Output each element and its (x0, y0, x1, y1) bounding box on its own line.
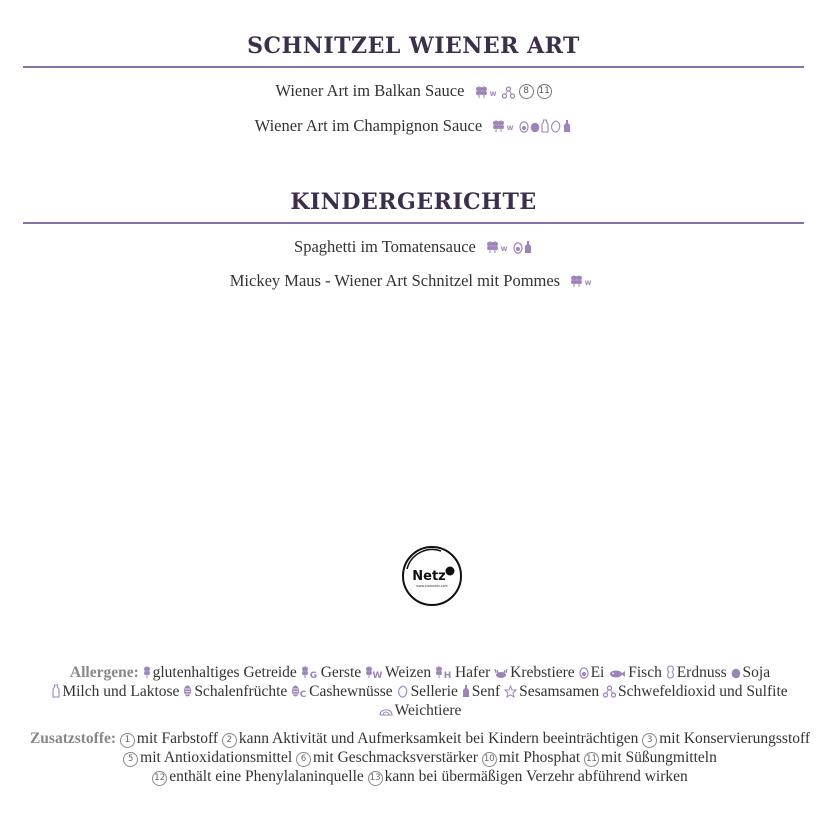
dish-name: Mickey Maus - Wiener Art Schnitzel mit Pommes (229, 271, 561, 291)
additive-legend-label: mit Phosphat (498, 749, 581, 766)
dish-name: Spaghetti im Tomatensauce (294, 237, 476, 257)
allergen-legend-label: Weizen (385, 664, 432, 681)
additive-number-badge: 1 (120, 733, 135, 748)
additive-number-badge: 5 (123, 752, 138, 767)
allergen-legend-label: Senf (471, 683, 501, 700)
additive-legend-label: kann bei übermäßigen Verzehr abführend wirken (384, 768, 688, 785)
section-kindergerichte (23, 189, 804, 291)
allergen-icons (570, 274, 597, 288)
nut-icon (183, 684, 192, 698)
wheat-icon (570, 274, 583, 288)
allergen-legend-item (608, 664, 662, 681)
dish-item (23, 80, 804, 101)
allergen-legend-label: Milch und Laktose (62, 683, 180, 700)
svg-text:C: C (299, 690, 307, 698)
allergen-legend-item (579, 664, 605, 681)
additive-legend-item (482, 749, 580, 766)
wheat-w-icon (489, 85, 501, 99)
additives-label: Zusatzstoffe: (29, 730, 117, 747)
sulfite-icon (603, 685, 616, 698)
allergens-label: Allergene: (69, 664, 139, 681)
wheat-icon (492, 119, 505, 133)
cashew-icon (291, 684, 307, 698)
allergen-icons (492, 119, 572, 133)
wheat-icon (365, 665, 383, 679)
egg-icon (513, 241, 523, 254)
additive-number-badge: 8 (519, 84, 534, 99)
dish-name: Wiener Art im Balkan Sauce (275, 81, 465, 101)
allergen-legend-item (379, 702, 462, 719)
mollusc-icon (379, 705, 393, 717)
oat-icon (435, 665, 453, 679)
milk-icon (541, 119, 549, 133)
additive-number-badge: 2 (222, 733, 237, 748)
allergen-legend-item (365, 664, 431, 681)
egg-icon (519, 120, 529, 133)
section-schnitzel (23, 33, 804, 136)
allergen-legend-item (143, 664, 297, 681)
allergen-legend-label: glutenhaltiges Getreide (152, 664, 297, 681)
wheat-w-icon (500, 240, 512, 254)
allergen-legend-item (494, 664, 575, 681)
additive-legend-item (368, 768, 688, 785)
additive-legend-item (222, 730, 638, 747)
sulfite-icon (502, 86, 515, 99)
additive-legend-label: kann Aktivität und Aufmerksamkeit bei Kindern beeinträchtigen (238, 730, 639, 747)
additive-legend-item (296, 749, 478, 766)
svg-text:W: W (489, 90, 496, 98)
svg-text:W: W (507, 125, 514, 133)
dish-item (23, 270, 804, 291)
crab-icon (494, 667, 508, 679)
additive-legend-item (123, 749, 292, 766)
mustard-icon (563, 119, 571, 133)
sesame-icon (504, 685, 517, 698)
additive-legend-label: mit Geschmacksverstärker (313, 749, 478, 766)
allergen-legend-item (504, 683, 599, 700)
additive-legend-item (120, 730, 218, 747)
wheat-icon (486, 240, 499, 254)
wheat-icon (475, 85, 488, 99)
allergen-legend-label: Schalenfrüchte (194, 683, 288, 700)
section-title: KINDERGERICHTE (23, 189, 804, 224)
additive-legend-label: enthält eine Phenylalaninquelle (169, 768, 364, 785)
additive-legend-label: mit Antioxidationsmittel (140, 749, 293, 766)
wheat-w-icon (584, 274, 596, 288)
allergen-legend-label: Fisch (628, 664, 662, 681)
additive-legend-label: mit Konservierungsstoff (659, 730, 811, 747)
allergen-legend-item (731, 664, 771, 681)
allergen-icons (475, 84, 552, 99)
soy-icon (731, 667, 741, 679)
allergen-legend-label: Sesamsamen (519, 683, 600, 700)
svg-text:W: W (584, 280, 592, 288)
svg-text:W: W (500, 246, 508, 254)
allergen-legend-label: Gerste (320, 664, 362, 681)
celery-icon (550, 120, 562, 133)
allergen-legend-item (301, 664, 361, 681)
additive-legend-label: mit Farbstoff (136, 730, 219, 747)
dish-name: Wiener Art im Champignon Sauce (254, 116, 483, 136)
allergen-legend-item (291, 683, 393, 700)
additive-number-badge: 11 (584, 752, 599, 767)
additive-legend-label: mit Süßungmitteln (601, 749, 717, 766)
mustard-icon (524, 240, 532, 254)
additives-legend (20, 729, 820, 786)
allergen-legend-label: Erdnuss (676, 664, 727, 681)
additive-number-badge: 3 (642, 733, 657, 748)
dish-item (23, 115, 804, 136)
allergen-legend-label: Soja (742, 664, 771, 681)
additive-number-badge: 10 (482, 752, 497, 767)
allergen-legend-item (52, 683, 179, 700)
allergen-legend-label: Schwefeldioxid und Sulfite (618, 683, 788, 700)
svg-text:H: H (443, 671, 452, 679)
mustard-icon (462, 684, 470, 698)
allergen-legend-label: Sellerie (410, 683, 458, 700)
peanut-icon (666, 665, 675, 679)
additive-legend-item (642, 730, 810, 747)
section-title: SCHNITZEL WIENER ART (23, 33, 804, 68)
allergen-legend-label: Krebstiere (510, 664, 575, 681)
wheat-w-icon (506, 119, 518, 133)
fish-icon (608, 669, 626, 679)
allergen-legend (20, 663, 820, 720)
celery-icon (397, 685, 409, 698)
allergen-legend-item (462, 683, 500, 700)
allergen-legend-item (666, 664, 727, 681)
additive-legend-item (584, 749, 717, 766)
additive-legend-item (152, 768, 364, 785)
dish-item (23, 236, 804, 257)
allergen-legend-label: Cashewnüsse (309, 683, 393, 700)
milk-icon (52, 684, 60, 698)
allergen-legend-item (603, 683, 788, 700)
allergen-legend-item (397, 683, 458, 700)
svg-text:W: W (372, 671, 383, 679)
allergen-icons (486, 240, 533, 254)
allergen-legend-item (435, 664, 490, 681)
soy-icon (530, 121, 540, 133)
svg-text:Netz: Netz (412, 569, 446, 584)
additive-number-badge: 12 (152, 771, 167, 786)
additive-number-badge: 13 (368, 771, 383, 786)
allergen-legend-item (183, 683, 287, 700)
grain-icon (143, 665, 151, 679)
barley-icon (301, 665, 319, 679)
svg-text:G: G (309, 671, 317, 679)
svg-text:www.pizzanetz.com: www.pizzanetz.com (416, 584, 448, 588)
egg-icon (579, 666, 589, 679)
additive-number-badge: 6 (296, 752, 311, 767)
allergen-legend-label: Hafer (454, 664, 491, 681)
allergen-legend-label: Weichtiere (394, 702, 462, 719)
restaurant-logo (401, 545, 463, 607)
additive-number-badge: 11 (537, 84, 552, 99)
allergen-legend-label: Ei (590, 664, 605, 681)
